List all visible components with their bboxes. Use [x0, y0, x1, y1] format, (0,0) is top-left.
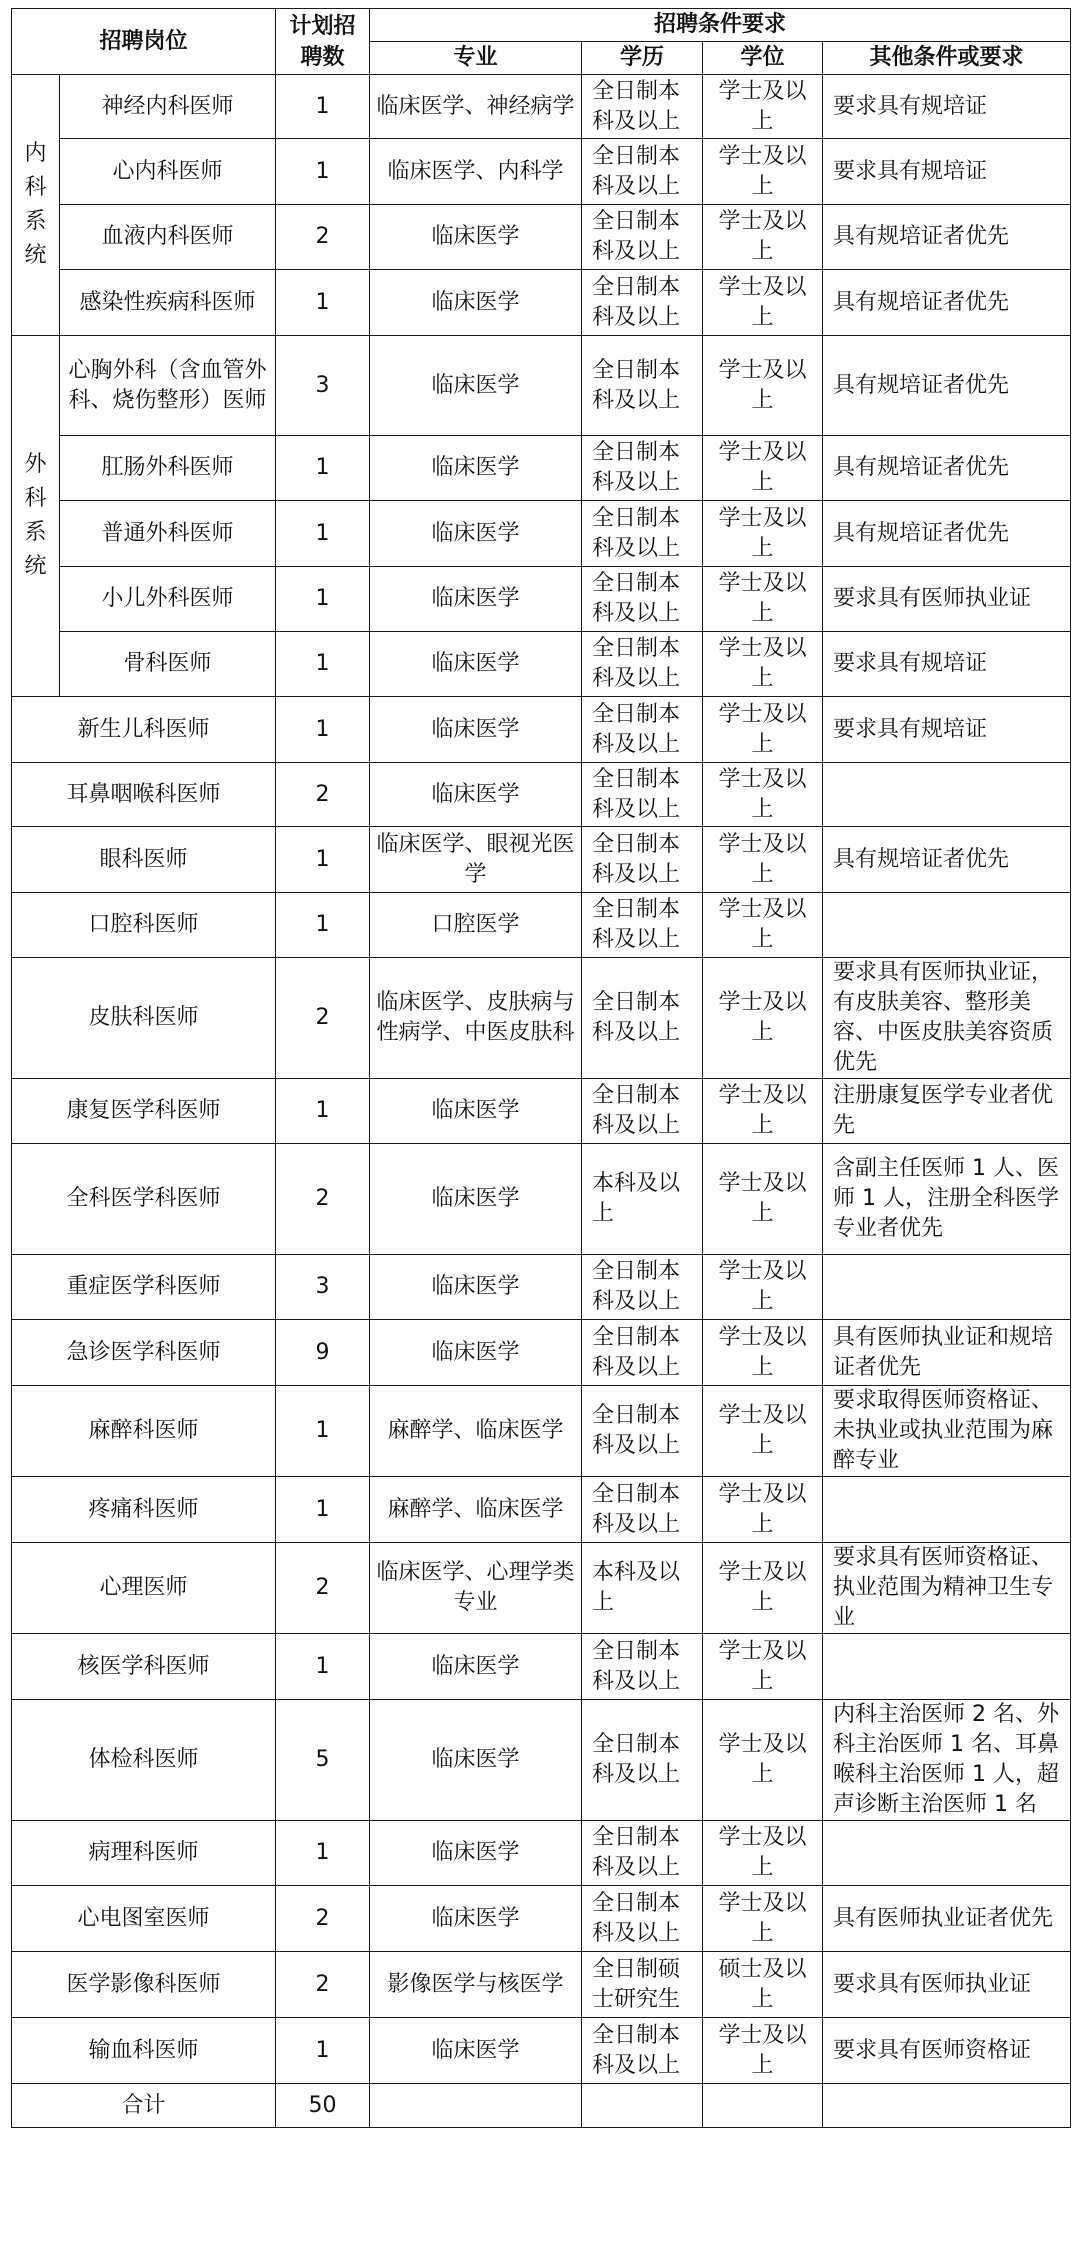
education-cell: 全日制本科及以上: [582, 697, 703, 763]
major-cell: 临床医学: [370, 205, 582, 270]
education-cell: 全日制本科及以上: [582, 501, 703, 567]
other-cell: 具有规培证者优先: [823, 270, 1071, 336]
other-cell: 要求具有医师执业证: [823, 567, 1071, 632]
other-cell: 要求具有医师执业证: [823, 1952, 1071, 2018]
count-cell: 2: [276, 1543, 370, 1634]
other-cell: [823, 1821, 1071, 1886]
degree-cell: 学士及以上: [703, 763, 823, 827]
major-cell: 临床医学、心理学类专业: [370, 1543, 582, 1634]
position-name-cell: 普通外科医师: [60, 501, 276, 567]
position-name-cell: 医学影像科医师: [12, 1952, 276, 2018]
major-cell: 影像医学与核医学: [370, 1952, 582, 2018]
degree-cell: 学士及以上: [703, 436, 823, 501]
degree-cell: 学士及以上: [703, 1386, 823, 1477]
table-row: [12, 436, 1071, 501]
other-cell: 要求取得医师资格证、未执业或执业范围为麻醉专业: [823, 1386, 1071, 1477]
degree-cell: 学士及以上: [703, 139, 823, 205]
major-cell: 临床医学: [370, 2018, 582, 2084]
count-cell: 1: [276, 75, 370, 139]
table-row: [12, 1543, 1071, 1634]
count-cell: 1: [276, 1821, 370, 1886]
count-cell: 1: [276, 893, 370, 958]
position-name-cell: 体检科医师: [12, 1700, 276, 1821]
degree-cell: 学士及以上: [703, 697, 823, 763]
education-cell: 全日制本科及以上: [582, 205, 703, 270]
other-cell: [823, 1255, 1071, 1320]
major-cell: 临床医学: [370, 501, 582, 567]
major-cell: 临床医学: [370, 1886, 582, 1952]
empty-cell: [823, 2084, 1071, 2128]
degree-cell: 学士及以上: [703, 270, 823, 336]
major-cell: 临床医学: [370, 436, 582, 501]
position-name-cell: 核医学科医师: [12, 1634, 276, 1700]
count-cell: 2: [276, 1886, 370, 1952]
table-row: [12, 1477, 1071, 1543]
position-name-cell: 骨科医师: [60, 632, 276, 697]
table-row: [12, 1700, 1071, 1821]
position-name-cell: 血液内科医师: [60, 205, 276, 270]
system-group-cell: [12, 336, 60, 697]
count-cell: 1: [276, 139, 370, 205]
education-cell: 全日制本科及以上: [582, 567, 703, 632]
other-cell: [823, 1634, 1071, 1700]
education-cell: 全日制本科及以上: [582, 1255, 703, 1320]
education-cell: 本科及以上: [582, 1543, 703, 1634]
education-cell: 全日制本科及以上: [582, 1320, 703, 1386]
table-row: [12, 893, 1071, 958]
position-name-cell: 皮肤科医师: [12, 958, 276, 1079]
table-row: [12, 632, 1071, 697]
degree-cell: 硕士及以上: [703, 1952, 823, 2018]
count-cell: 1: [276, 1079, 370, 1144]
table-row: [12, 1386, 1071, 1477]
education-cell: 全日制本科及以上: [582, 1386, 703, 1477]
position-name-cell: 心理医师: [12, 1543, 276, 1634]
table-row: [12, 1144, 1071, 1255]
recruitment-table-wrapper: [11, 8, 1071, 2128]
position-name-cell: 疼痛科医师: [12, 1477, 276, 1543]
count-cell: 1: [276, 436, 370, 501]
count-cell: 2: [276, 958, 370, 1079]
total-label-cell: 合计: [12, 2084, 276, 2128]
major-cell: 临床医学: [370, 1700, 582, 1821]
other-cell: 具有医师执业证和规培证者优先: [823, 1320, 1071, 1386]
degree-cell: 学士及以上: [703, 2018, 823, 2084]
major-cell: 临床医学: [370, 270, 582, 336]
education-cell: 全日制本科及以上: [582, 139, 703, 205]
position-name-cell: 全科医学科医师: [12, 1144, 276, 1255]
major-cell: 麻醉学、临床医学: [370, 1477, 582, 1543]
education-cell: 全日制本科及以上: [582, 827, 703, 893]
count-cell: 1: [276, 567, 370, 632]
degree-cell: 学士及以上: [703, 1634, 823, 1700]
position-name-cell: 小儿外科医师: [60, 567, 276, 632]
count-cell: 1: [276, 501, 370, 567]
major-cell: 临床医学: [370, 1079, 582, 1144]
other-cell: 含副主任医师 1 人、医师 1 人，注册全科医学专业者优先: [823, 1144, 1071, 1255]
count-cell: 1: [276, 1386, 370, 1477]
other-cell: 具有规培证者优先: [823, 436, 1071, 501]
degree-cell: 学士及以上: [703, 1821, 823, 1886]
major-cell: 口腔医学: [370, 893, 582, 958]
table-row: [12, 75, 1071, 139]
other-cell: 具有规培证者优先: [823, 205, 1071, 270]
empty-cell: [703, 2084, 823, 2128]
degree-cell: 学士及以上: [703, 1477, 823, 1543]
table-row: [12, 205, 1071, 270]
position-name-cell: 心电图室医师: [12, 1886, 276, 1952]
education-cell: 全日制本科及以上: [582, 763, 703, 827]
system-group-label: 内科系统: [24, 141, 47, 268]
header-other: 其他条件或要求: [823, 42, 1071, 75]
major-cell: 临床医学、皮肤病与性病学、中医皮肤科: [370, 958, 582, 1079]
table-row: [12, 1886, 1071, 1952]
count-cell: 9: [276, 1320, 370, 1386]
position-name-cell: 神经内科医师: [60, 75, 276, 139]
education-cell: 全日制本科及以上: [582, 2018, 703, 2084]
other-cell: 具有规培证者优先: [823, 501, 1071, 567]
position-name-cell: 病理科医师: [12, 1821, 276, 1886]
table-row: [12, 958, 1071, 1079]
degree-cell: 学士及以上: [703, 205, 823, 270]
degree-cell: 学士及以上: [703, 893, 823, 958]
education-cell: 全日制本科及以上: [582, 270, 703, 336]
count-cell: 1: [276, 1477, 370, 1543]
position-name-cell: 眼科医师: [12, 827, 276, 893]
position-name-cell: 新生儿科医师: [12, 697, 276, 763]
position-name-cell: 重症医学科医师: [12, 1255, 276, 1320]
major-cell: 临床医学、内科学: [370, 139, 582, 205]
education-cell: 全日制本科及以上: [582, 893, 703, 958]
header-degree: 学位: [703, 42, 823, 75]
table-row: [12, 270, 1071, 336]
header-major: 专业: [370, 42, 582, 75]
table-row: [12, 501, 1071, 567]
table-row: [12, 1952, 1071, 2018]
empty-cell: [582, 2084, 703, 2128]
header-count-text: 计划招聘数: [289, 13, 356, 70]
education-cell: 本科及以上: [582, 1144, 703, 1255]
table-row: [12, 763, 1071, 827]
other-cell: 要求具有规培证: [823, 75, 1071, 139]
major-cell: 临床医学: [370, 336, 582, 436]
major-cell: 临床医学: [370, 1320, 582, 1386]
total-count-cell: 50: [276, 2084, 370, 2128]
degree-cell: 学士及以上: [703, 827, 823, 893]
major-cell: 临床医学、眼视光医学: [370, 827, 582, 893]
recruitment-table: [11, 8, 1071, 2128]
degree-cell: 学士及以上: [703, 336, 823, 436]
table-row: [12, 336, 1071, 436]
degree-cell: 学士及以上: [703, 1543, 823, 1634]
other-cell: 要求具有规培证: [823, 139, 1071, 205]
count-cell: 1: [276, 270, 370, 336]
other-cell: 注册康复医学专业者优先: [823, 1079, 1071, 1144]
header-position: 招聘岗位: [12, 9, 276, 75]
education-cell: 全日制本科及以上: [582, 436, 703, 501]
degree-cell: 学士及以上: [703, 75, 823, 139]
other-cell: 要求具有医师资格证、执业范围为精神卫生专业: [823, 1543, 1071, 1634]
other-cell: 具有医师执业证者优先: [823, 1886, 1071, 1952]
system-group-cell: [12, 75, 60, 336]
table-row: [12, 567, 1071, 632]
count-cell: 5: [276, 1700, 370, 1821]
other-cell: [823, 763, 1071, 827]
education-cell: 全日制本科及以上: [582, 75, 703, 139]
count-cell: 3: [276, 1255, 370, 1320]
education-cell: 全日制本科及以上: [582, 958, 703, 1079]
degree-cell: 学士及以上: [703, 1320, 823, 1386]
count-cell: 1: [276, 2018, 370, 2084]
count-cell: 2: [276, 763, 370, 827]
other-cell: 要求具有规培证: [823, 697, 1071, 763]
count-cell: 1: [276, 1634, 370, 1700]
other-cell: 要求具有医师执业证，有皮肤美容、整形美容、中医皮肤美容资质优先: [823, 958, 1071, 1079]
major-cell: 临床医学: [370, 697, 582, 763]
table-row: [12, 1821, 1071, 1886]
major-cell: 临床医学: [370, 567, 582, 632]
count-cell: 2: [276, 1952, 370, 2018]
education-cell: 全日制本科及以上: [582, 1886, 703, 1952]
degree-cell: 学士及以上: [703, 958, 823, 1079]
degree-cell: 学士及以上: [703, 567, 823, 632]
degree-cell: 学士及以上: [703, 632, 823, 697]
position-name-cell: 急诊医学科医师: [12, 1320, 276, 1386]
other-cell: 具有规培证者优先: [823, 336, 1071, 436]
education-cell: 全日制本科及以上: [582, 632, 703, 697]
major-cell: 临床医学: [370, 1634, 582, 1700]
other-cell: 要求具有医师资格证: [823, 2018, 1071, 2084]
table-row: [12, 1320, 1071, 1386]
other-cell: [823, 1477, 1071, 1543]
degree-cell: 学士及以上: [703, 1255, 823, 1320]
education-cell: 全日制本科及以上: [582, 1477, 703, 1543]
position-name-cell: 心胸外科（含血管外科、烧伤整形）医师: [60, 336, 276, 436]
other-cell: 要求具有规培证: [823, 632, 1071, 697]
table-row: [12, 697, 1071, 763]
education-cell: 全日制硕士研究生: [582, 1952, 703, 2018]
table-row: [12, 1255, 1071, 1320]
header-conditions: 招聘条件要求: [370, 9, 1071, 42]
table-row: [12, 827, 1071, 893]
education-cell: 全日制本科及以上: [582, 1821, 703, 1886]
table-body: [12, 75, 1071, 2128]
degree-cell: 学士及以上: [703, 1700, 823, 1821]
other-cell: 内科主治医师 2 名、外科主治医师 1 名、耳鼻喉科主治医师 1 人，超声诊断主治医师 1 名: [823, 1700, 1071, 1821]
count-cell: 3: [276, 336, 370, 436]
position-name-cell: 麻醉科医师: [12, 1386, 276, 1477]
education-cell: 全日制本科及以上: [582, 1634, 703, 1700]
major-cell: 临床医学: [370, 1144, 582, 1255]
count-cell: 1: [276, 697, 370, 763]
header-education: 学历: [582, 42, 703, 75]
empty-cell: [370, 2084, 582, 2128]
major-cell: 临床医学、神经病学: [370, 75, 582, 139]
table-row: [12, 139, 1071, 205]
major-cell: 临床医学: [370, 763, 582, 827]
count-cell: 1: [276, 632, 370, 697]
education-cell: 全日制本科及以上: [582, 336, 703, 436]
degree-cell: 学士及以上: [703, 1144, 823, 1255]
table-row: [12, 1634, 1071, 1700]
position-name-cell: 心内科医师: [60, 139, 276, 205]
header-count: [276, 9, 370, 75]
major-cell: 麻醉学、临床医学: [370, 1386, 582, 1477]
major-cell: 临床医学: [370, 632, 582, 697]
degree-cell: 学士及以上: [703, 1886, 823, 1952]
major-cell: 临床医学: [370, 1255, 582, 1320]
count-cell: 2: [276, 1144, 370, 1255]
count-cell: 1: [276, 827, 370, 893]
total-row: [12, 2084, 1071, 2128]
position-name-cell: 耳鼻咽喉科医师: [12, 763, 276, 827]
table-row: [12, 1079, 1071, 1144]
degree-cell: 学士及以上: [703, 501, 823, 567]
other-cell: [823, 893, 1071, 958]
table-row: [12, 2018, 1071, 2084]
position-name-cell: 口腔科医师: [12, 893, 276, 958]
position-name-cell: 输血科医师: [12, 2018, 276, 2084]
other-cell: 具有规培证者优先: [823, 827, 1071, 893]
count-cell: 2: [276, 205, 370, 270]
education-cell: 全日制本科及以上: [582, 1700, 703, 1821]
position-name-cell: 肛肠外科医师: [60, 436, 276, 501]
major-cell: 临床医学: [370, 1821, 582, 1886]
position-name-cell: 康复医学科医师: [12, 1079, 276, 1144]
system-group-label: 外科系统: [24, 452, 47, 579]
education-cell: 全日制本科及以上: [582, 1079, 703, 1144]
degree-cell: 学士及以上: [703, 1079, 823, 1144]
position-name-cell: 感染性疾病科医师: [60, 270, 276, 336]
